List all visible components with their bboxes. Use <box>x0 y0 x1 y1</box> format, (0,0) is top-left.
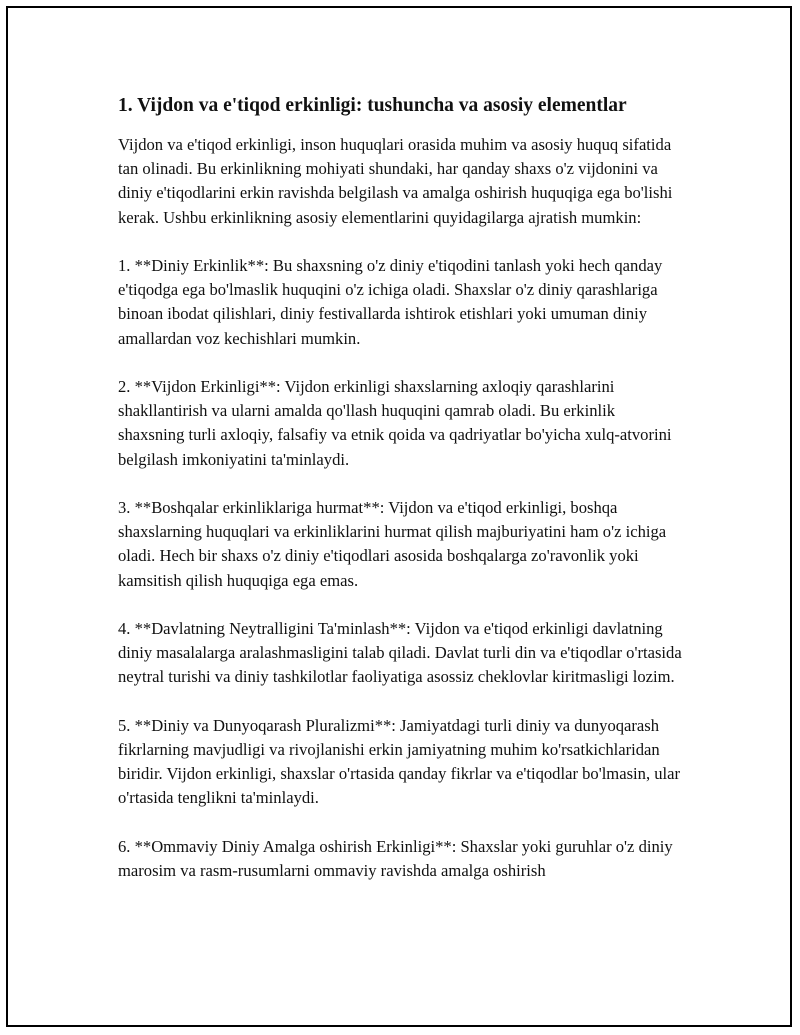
section-heading: 1. Vijdon va e'tiqod erkinligi: tushuncha va asosiy elementlar <box>118 95 627 116</box>
list-item-davlatning-neytralligi: 4. **Davlatning Neytralligini Ta'minlash**: Vijdon va e'tiqod erkinligi davlatning diniy masalalarga aralashmasligini talab qiladi. Davlat turli din va e'tiqodlar o'rtasida neytral turishi va diniy tashkilotlar faoliyatiga asossiz cheklovlar kiritmasligi lozim. <box>118 619 682 687</box>
list-item-vijdon-erkinligi: 2. **Vijdon Erkinligi**: Vijdon erkinligi shaxslarning axloqiy qarashlarini shakllantirish va ularni amalda qo'llash huquqini qamrab oladi. Bu erkinlik shaxsning turli axloqiy, falsafiy va etnik qoida va qadriyatlar bo'yicha xulq-atvorini belgilash imkoniyatini ta'minlaydi. <box>118 377 672 469</box>
list-item-pluralizm: 5. **Diniy va Dunyoqarash Pluralizmi**: Jamiyatdagi turli diniy va dunyoqarash fikrlarning mavjudligi va rivojlanishi erkin jamiyatning muhim ko'rsatkichlaridan biridir. Vijdon erkinligi, shaxslar o'rtasida qanday fikrlar va e'tiqodlar bo'lmasin, ular o'rtasida tenglikni ta'minlaydi. <box>118 715 681 808</box>
document-body <box>118 93 684 907</box>
list-item-boshqalar-erkinliklariga-hurmat: 3. **Boshqalar erkinliklariga hurmat**: Vijdon va e'tiqod erkinligi, boshqa shaxslarning huquqlari va erkinliklarini hurmat qilish majburiyatini ham o'z ichiga oladi. Hech bir shaxs o'z diniy e'tiqodlari asosida boshqalarga zo'ravonlik yoki kamsitish qilish huquqiga ega emas. <box>118 498 667 590</box>
list-item-diniy-erkinlik: 1. **Diniy Erkinlik**: Bu shaxsning o'z diniy e'tiqodini tanlash yoki hech qanday e'tiqodga ega bo'lmaslik huquqini o'z ichiga oladi. Shaxslar o'z diniy qarashlariga binoan ibodat qilishlari, diniy festivallarda ishtirok etishlari yoki umuman diniy amallardan voz kechishlari mumkin. <box>118 256 663 348</box>
list-item-ommaviy-amalga-oshirish: 6. **Ommaviy Diniy Amalga oshirish Erkinligi**: Shaxslar yoki guruhlar o'z diniy marosim va rasm-rusumlarni ommaviy ravishda amalga oshirish <box>118 836 673 880</box>
intro-paragraph: Vijdon va e'tiqod erkinligi, inson huquqlari orasida muhim va asosiy huquq sifatida tan olinadi. Bu erkinlikning mohiyati shundaki, har qanday shaxs o'z vijdonini va diniy e'tiqodlarini erkin ravishda belgilash va amalga oshirish huquqiga ega bo'lishi kerak. Ushbu erkinlikning asosiy elementlarini quyidagilarga ajratish mumkin: <box>118 135 673 227</box>
